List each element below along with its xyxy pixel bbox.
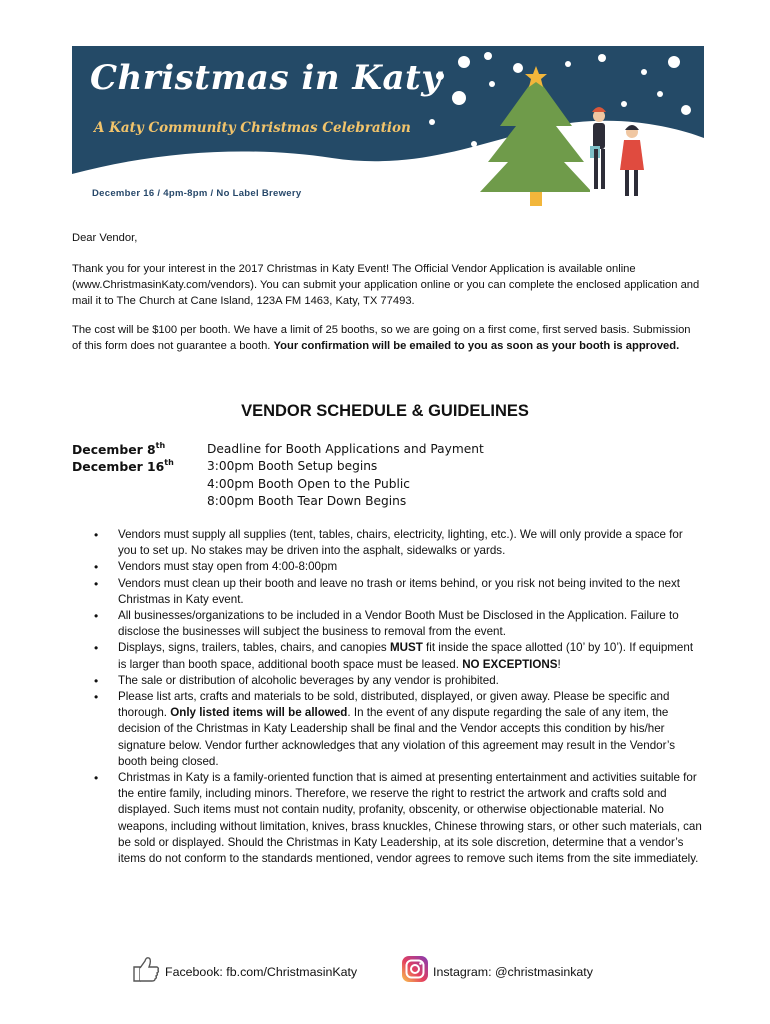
instagram-icon — [401, 955, 429, 983]
schedule-dates — [72, 441, 174, 476]
guideline-item: • Please list arts, crafts and materials to be sold, distributed, displayed, or given away. Please be specific and thorough. Only listed items will be allowed. In the event of any dispute regarding the sale of any item, the decision of the Christmas in Katy Leadership shall be final and the Vendor accepts this condition by his/her signature below. Vendor further acknowledges that any violation of this agreement may result in the Vendor’s booth being closed. — [72, 689, 704, 770]
instagram-link[interactable] — [401, 955, 593, 983]
schedule-date: December 16th — [72, 458, 174, 475]
guideline-item: • Displays, signs, trailers, tables, chairs, and canopies MUST fit inside the space allotted (10’ by 10’). If equipment is larger than booth space, additional booth space must be leased. NO EXCEPTIONS! — [72, 640, 704, 672]
facebook-label: Facebook: fb.com/ChristmasinKaty — [165, 965, 358, 979]
cost-text: The cost will be $100 per booth. We have a limit of 25 booths, so we are going on a first come, first served basis. Submission of this form does not guarantee a booth. — [72, 324, 691, 352]
schedule-events — [207, 441, 484, 511]
guideline-item: • Vendors must stay open from 4:00-8:00pm — [72, 559, 704, 575]
schedule-event: Deadline for Booth Applications and Payment — [207, 442, 484, 456]
event-banner — [72, 46, 704, 212]
instagram-label: Instagram: @christmasinkaty — [433, 965, 593, 979]
banner-event-line: December 16 / 4pm-8pm / No Label Brewery — [92, 188, 302, 199]
schedule-event: 3:00pm Booth Setup begins — [207, 459, 378, 474]
confirmation-note: Your confirmation will be emailed to you as soon as your booth is approved. — [273, 340, 680, 352]
guideline-item: • Vendors must clean up their booth and leave no trash or items behind, or you risk not being invited to the next Christmas in Katy event. — [72, 576, 704, 608]
guideline-item: • All businesses/organizations to be included in a Vendor Booth Must be Disclosed in the Application. Failure to disclose the businesses will subject the business to removal from the event. — [72, 608, 704, 640]
letter-cost-paragraph — [72, 322, 702, 354]
guidelines-list — [72, 527, 704, 867]
letter-greeting: Dear Vendor, — [72, 232, 138, 244]
schedule-event: 4:00pm Booth Open to the Public — [207, 476, 410, 491]
letter-intro: Thank you for your interest in the 2017 Christmas in Katy Event! The Official Vendor Application is available online (www.ChristmasinKaty.com/vendors). You can submit your application online or you can complete the enclosed application and mail it to The Church at Cane Island, 123A FM 1463, Katy, TX 77493. — [72, 263, 700, 307]
facebook-link[interactable] — [131, 955, 357, 983]
thumbs-up-icon — [131, 955, 161, 983]
banner-title: Christmas in Katy — [90, 58, 442, 98]
section-title: VENDOR SCHEDULE & GUIDELINES — [241, 402, 529, 420]
schedule-event: 8:00pm Booth Tear Down Begins — [207, 494, 407, 509]
banner-tagline: A Katy Community Christmas Celebration — [94, 120, 411, 136]
guideline-item: • Vendors must supply all supplies (tent, tables, chairs, electricity, lighting, etc.). We will only provide a space for you to set up. No stakes may be driven into the asphalt, sidewalks or yards. — [72, 527, 704, 559]
guideline-item: • The sale or distribution of alcoholic beverages by any vendor is prohibited. — [72, 673, 704, 689]
guideline-item: • Christmas in Katy is a family-oriented function that is aimed at presenting entertainment and activities suitable for the entire family, including minors. Therefore, we reserve the right to restrict the artwork and crafts sold and displayed. Such items must not contain nudity, profanity, obscenity, or otherwise objectionable material. No weapons, including without limitation, knives, brass knuckles, Chinese throwing stars, or other such materials, can be sold or displayed. Should the Christmas in Katy Leadership, at its sole discretion, determine that a vendor’s items do not conform to the standards mentioned, vendor agrees to remove such items from the site immediately. — [72, 770, 704, 867]
schedule-date: December 8th — [72, 441, 166, 457]
